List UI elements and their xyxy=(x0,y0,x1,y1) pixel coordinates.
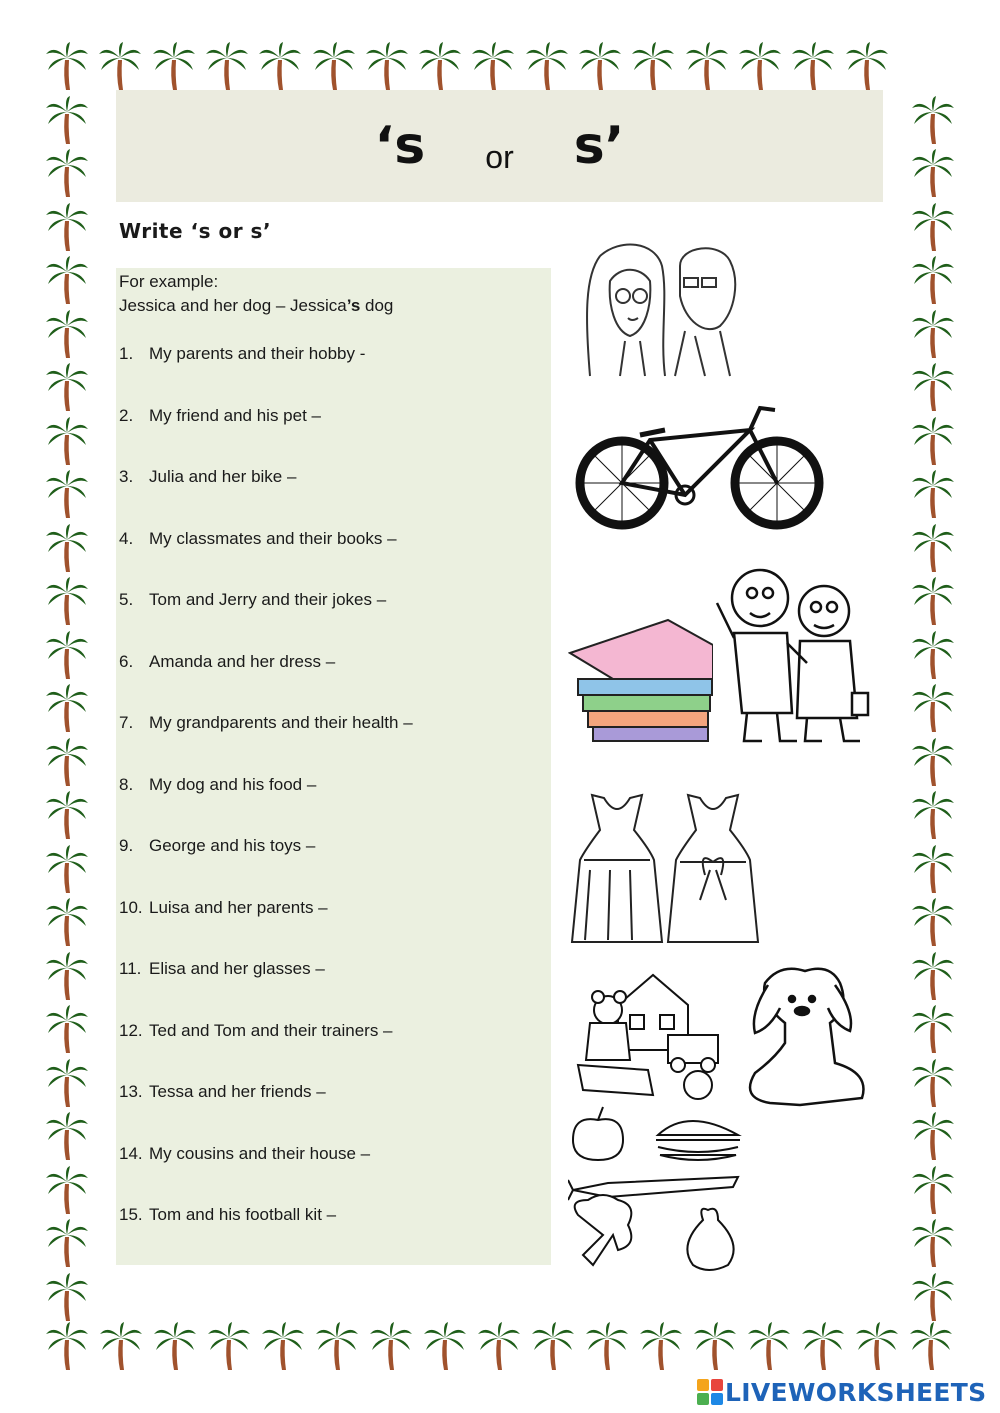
palm-tree-icon xyxy=(206,1320,252,1372)
palm-tree-icon xyxy=(44,736,90,788)
palm-tree-icon xyxy=(260,1320,306,1372)
example-label: For example: xyxy=(119,272,219,291)
palm-tree-icon xyxy=(910,1003,956,1055)
palm-tree-icon xyxy=(790,40,836,92)
toys-image xyxy=(568,965,743,1107)
palm-tree-icon xyxy=(910,468,956,520)
exercise-item xyxy=(119,1082,326,1102)
example-prefix: Jessica and her dog – Jessica xyxy=(119,296,347,315)
exercise-item xyxy=(119,1205,336,1225)
palm-tree-icon xyxy=(311,40,357,92)
instruction-heading: Write ‘s or s’ xyxy=(119,219,272,243)
palm-tree-icon xyxy=(44,522,90,574)
palm-tree-icon xyxy=(44,789,90,841)
palm-tree-icon xyxy=(910,1110,956,1162)
palm-tree-icon xyxy=(910,308,956,360)
item-number: 1. xyxy=(119,344,134,363)
palm-tree-icon xyxy=(44,254,90,306)
palm-tree-icon xyxy=(44,201,90,253)
item-text: George and his toys – xyxy=(149,836,316,855)
exercise-item xyxy=(119,406,321,426)
item-number: 2. xyxy=(119,406,134,425)
palm-tree-icon xyxy=(44,843,90,895)
palm-tree-icon xyxy=(910,629,956,681)
palm-tree-icon xyxy=(910,1217,956,1269)
palm-tree-icon xyxy=(746,1320,792,1372)
exercise-item xyxy=(119,959,325,979)
exercise-item xyxy=(119,898,328,918)
grandparents-image xyxy=(712,563,872,745)
palm-tree-icon xyxy=(908,1320,954,1372)
title-apostrophe-s: ‘s xyxy=(374,116,426,176)
palm-tree-icon xyxy=(524,40,570,92)
palm-tree-icon xyxy=(844,40,890,92)
item-number: 10. xyxy=(119,898,143,917)
palm-tree-icon xyxy=(97,40,143,92)
exercise-item xyxy=(119,344,365,364)
palm-tree-icon xyxy=(44,896,90,948)
palm-tree-icon xyxy=(910,843,956,895)
palm-tree-icon xyxy=(44,1057,90,1109)
item-number: 14. xyxy=(119,1144,143,1163)
palm-tree-icon xyxy=(630,40,676,92)
palm-tree-icon xyxy=(44,415,90,467)
palm-tree-icon xyxy=(314,1320,360,1372)
palm-tree-icon xyxy=(910,1164,956,1216)
palm-tree-icon xyxy=(910,361,956,413)
item-text: Julia and her bike – xyxy=(149,467,297,486)
palm-tree-icon xyxy=(737,40,783,92)
example-sentence xyxy=(119,296,393,316)
palm-tree-icon xyxy=(44,308,90,360)
palm-tree-icon xyxy=(364,40,410,92)
exercise-item xyxy=(119,652,335,672)
item-number: 12. xyxy=(119,1021,143,1040)
palm-tree-icon xyxy=(44,468,90,520)
item-number: 9. xyxy=(119,836,134,855)
exercise-item xyxy=(119,1144,370,1164)
palm-tree-icon xyxy=(151,40,197,92)
item-text: Ted and Tom and their trainers – xyxy=(149,1021,393,1040)
palm-tree-icon xyxy=(910,1271,956,1323)
item-text: My cousins and their house – xyxy=(149,1144,371,1163)
palm-tree-icon xyxy=(44,1164,90,1216)
exercise-item xyxy=(119,467,296,487)
palm-tree-icon xyxy=(584,1320,630,1372)
palm-tree-icon xyxy=(44,40,90,92)
books-image xyxy=(568,615,713,745)
item-text: Amanda and her dress – xyxy=(149,652,336,671)
item-text: My grandparents and their health – xyxy=(149,713,413,732)
palm-tree-icon xyxy=(910,147,956,199)
palm-tree-icon xyxy=(417,40,463,92)
palm-tree-icon xyxy=(910,201,956,253)
palm-tree-icon xyxy=(910,94,956,146)
old-couple-image xyxy=(580,236,748,381)
palm-tree-icon xyxy=(638,1320,684,1372)
palm-tree-icon xyxy=(44,1003,90,1055)
exercise-item xyxy=(119,590,386,610)
palm-tree-icon xyxy=(44,682,90,734)
palm-tree-icon xyxy=(44,361,90,413)
logo-text: LIVEWORKSHEETS xyxy=(725,1378,987,1407)
palm-tree-icon xyxy=(152,1320,198,1372)
palm-tree-icon xyxy=(44,94,90,146)
title-or: or xyxy=(485,138,514,175)
palm-tree-icon xyxy=(44,1217,90,1269)
item-number: 11. xyxy=(119,959,142,978)
exercise-item xyxy=(119,1021,393,1041)
palm-tree-icon xyxy=(910,789,956,841)
palm-tree-icon xyxy=(44,1320,90,1372)
palm-tree-icon xyxy=(910,522,956,574)
exercise-item xyxy=(119,836,315,856)
palm-tree-icon xyxy=(910,254,956,306)
palm-tree-icon xyxy=(692,1320,738,1372)
palm-tree-icon xyxy=(44,1110,90,1162)
dresses-image xyxy=(570,790,760,948)
item-text: Tom and Jerry and their jokes – xyxy=(149,590,387,609)
palm-tree-icon xyxy=(98,1320,144,1372)
palm-tree-icon xyxy=(910,682,956,734)
palm-tree-icon xyxy=(476,1320,522,1372)
item-number: 8. xyxy=(119,775,134,794)
item-text: Tessa and her friends – xyxy=(149,1082,326,1101)
item-number: 7. xyxy=(119,713,134,732)
title-s-apostrophe: s’ xyxy=(573,116,625,176)
item-number: 13. xyxy=(119,1082,143,1101)
palm-tree-icon xyxy=(44,1271,90,1323)
item-text: Elisa and her glasses – xyxy=(149,959,325,978)
item-number: 5. xyxy=(119,590,134,609)
palm-tree-icon xyxy=(910,1057,956,1109)
item-number: 6. xyxy=(119,652,134,671)
item-number: 4. xyxy=(119,529,134,548)
palm-tree-icon xyxy=(910,736,956,788)
palm-tree-icon xyxy=(910,415,956,467)
palm-tree-icon xyxy=(257,40,303,92)
palm-tree-icon xyxy=(684,40,730,92)
palm-tree-icon xyxy=(470,40,516,92)
palm-tree-icon xyxy=(44,575,90,627)
item-text: My parents and their hobby - xyxy=(149,344,366,363)
palm-tree-icon xyxy=(854,1320,900,1372)
item-text: My classmates and their books – xyxy=(149,529,397,548)
palm-tree-icon xyxy=(577,40,623,92)
item-text: Tom and his football kit – xyxy=(149,1205,337,1224)
palm-tree-icon xyxy=(910,896,956,948)
exercise-item xyxy=(119,713,413,733)
palm-tree-icon xyxy=(44,147,90,199)
palm-tree-icon xyxy=(800,1320,846,1372)
item-text: Luisa and her parents – xyxy=(149,898,328,917)
palm-tree-icon xyxy=(422,1320,468,1372)
title-banner xyxy=(116,90,883,202)
item-number: 3. xyxy=(119,467,134,486)
exercise-item xyxy=(119,529,397,549)
palm-tree-icon xyxy=(368,1320,414,1372)
palm-tree-icon xyxy=(910,950,956,1002)
example-suffix: dog xyxy=(360,296,394,315)
palm-tree-icon xyxy=(44,629,90,681)
exercise-item xyxy=(119,775,316,795)
item-number: 15. xyxy=(119,1205,143,1224)
bicycle-image xyxy=(570,400,832,535)
palm-tree-icon xyxy=(44,950,90,1002)
liveworksheets-logo-icon xyxy=(697,1379,725,1407)
item-text: My dog and his food – xyxy=(149,775,317,794)
item-text: My friend and his pet – xyxy=(149,406,321,425)
food-image xyxy=(568,1105,748,1275)
dog-image xyxy=(740,963,872,1108)
palm-tree-icon xyxy=(530,1320,576,1372)
palm-tree-icon xyxy=(204,40,250,92)
example-apostrophe-s: ’s xyxy=(346,296,361,315)
liveworksheets-logo xyxy=(697,1378,986,1407)
palm-tree-icon xyxy=(910,575,956,627)
